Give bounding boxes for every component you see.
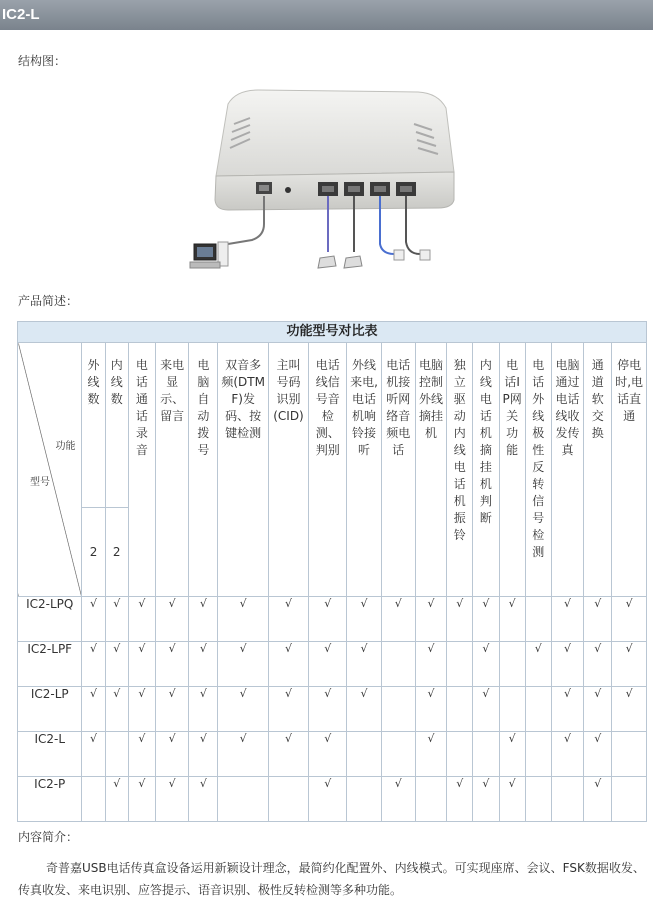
structure-label: 结构图： [18, 54, 67, 68]
feature-check-cell: √ [381, 777, 415, 822]
column-header [347, 343, 381, 597]
column-header-label: 电话线信号音检测、判别 [315, 358, 340, 457]
feature-check-cell [381, 732, 415, 777]
column-header-label: 双音多频(DTMF)发码、按键检测 [221, 358, 265, 440]
feature-check-cell: √ [347, 687, 381, 732]
column-header [415, 343, 446, 597]
column-header [105, 343, 128, 508]
column-header-label: 独立驱动内线电话机振铃 [453, 358, 466, 542]
column-header [82, 343, 105, 508]
column-header-label: 外线数 [87, 358, 100, 406]
feature-check-cell: √ [584, 777, 612, 822]
feature-check-cell: √ [128, 732, 155, 777]
feature-check-cell: √ [156, 732, 189, 777]
column-header [189, 343, 218, 597]
feature-check-cell: √ [128, 687, 155, 732]
feature-check-cell: √ [309, 597, 347, 642]
feature-check-cell [268, 777, 308, 822]
feature-check-cell [447, 687, 473, 732]
feature-check-cell: √ [156, 642, 189, 687]
feature-check-cell: √ [189, 732, 218, 777]
column-header [309, 343, 347, 597]
feature-check-cell: √ [473, 597, 499, 642]
table-row [18, 777, 647, 822]
feature-check-cell: √ [268, 732, 308, 777]
feature-check-cell [499, 687, 525, 732]
table-row [18, 597, 647, 642]
feature-check-cell: √ [415, 732, 446, 777]
feature-check-cell: √ [105, 777, 128, 822]
feature-check-cell: √ [156, 777, 189, 822]
feature-check-cell: √ [105, 687, 128, 732]
feature-check-cell: √ [612, 597, 647, 642]
feature-check-cell [347, 732, 381, 777]
feature-check-cell: √ [551, 687, 583, 732]
feature-check-cell: √ [447, 597, 473, 642]
feature-check-cell [82, 777, 105, 822]
column-header [381, 343, 415, 597]
column-header-label: 电话外线极性反转信号检测 [532, 358, 545, 559]
feature-check-cell [612, 732, 647, 777]
page-title: IC2-L [0, 0, 653, 30]
description-label: 产品简述： [18, 294, 79, 308]
column-header-label: 来电显示、留言 [160, 358, 185, 423]
corner-function-label: 功能 [55, 441, 76, 452]
feature-check-cell [218, 777, 268, 822]
column-header-label: 内线电话机摘挂机判断 [479, 358, 492, 525]
intro-text: 奇普嘉USB电话传真盒设备运用新颖设计理念，最简约化配置外、内线模式。可实现座席、会议、FSK数据收发、传真收发、来电识别、应答提示、语音识别、极性反转检测等多种功能。 [18, 861, 645, 897]
feature-check-cell [499, 642, 525, 687]
column-header-label: 电话通话录音 [135, 358, 148, 457]
feature-check-cell: √ [309, 642, 347, 687]
feature-check-cell: √ [473, 777, 499, 822]
feature-check-cell: √ [499, 777, 525, 822]
feature-check-cell: √ [525, 642, 551, 687]
feature-check-cell [525, 597, 551, 642]
table-corner-header [18, 343, 82, 597]
feature-check-cell [612, 777, 647, 822]
column-header-label: 电脑通过电话线收发传真 [555, 358, 580, 457]
feature-check-cell: √ [82, 732, 105, 777]
column-header-label: 停电时,电话直通 [615, 358, 644, 423]
column-header [128, 343, 155, 597]
line-count-cell: 2 [82, 508, 105, 597]
model-name: IC2-LPF [18, 642, 82, 687]
feature-check-cell: √ [612, 642, 647, 687]
feature-check-cell [447, 642, 473, 687]
feature-check-cell: √ [499, 732, 525, 777]
feature-check-cell: √ [584, 597, 612, 642]
feature-check-cell: √ [584, 642, 612, 687]
column-header [499, 343, 525, 597]
comparison-table [17, 321, 647, 822]
table-row [18, 642, 647, 687]
feature-check-cell: √ [156, 687, 189, 732]
feature-check-cell: √ [128, 597, 155, 642]
table-caption: 功能型号对比表 [18, 322, 647, 343]
feature-check-cell: √ [551, 642, 583, 687]
feature-check-cell [347, 777, 381, 822]
feature-check-cell: √ [499, 597, 525, 642]
feature-check-cell: √ [268, 687, 308, 732]
feature-check-cell [381, 642, 415, 687]
feature-check-cell: √ [309, 777, 347, 822]
feature-check-cell: √ [189, 642, 218, 687]
feature-check-cell: √ [82, 597, 105, 642]
feature-check-cell: √ [347, 642, 381, 687]
feature-check-cell: √ [189, 777, 218, 822]
feature-check-cell [525, 732, 551, 777]
feature-check-cell: √ [218, 597, 268, 642]
column-header [612, 343, 647, 597]
column-header [218, 343, 268, 597]
feature-check-cell [551, 777, 583, 822]
feature-check-cell [473, 732, 499, 777]
table-row [18, 687, 647, 732]
feature-check-cell: √ [105, 642, 128, 687]
feature-check-cell: √ [82, 642, 105, 687]
feature-check-cell [415, 777, 446, 822]
feature-check-cell: √ [156, 597, 189, 642]
column-header-label: 电脑控制外线摘挂机 [419, 358, 444, 440]
feature-check-cell: √ [268, 642, 308, 687]
column-header [268, 343, 308, 597]
feature-check-cell: √ [309, 687, 347, 732]
column-header [525, 343, 551, 597]
column-header [447, 343, 473, 597]
feature-check-cell: √ [82, 687, 105, 732]
feature-check-cell: √ [309, 732, 347, 777]
table-row [18, 732, 647, 777]
feature-check-cell: √ [218, 732, 268, 777]
feature-check-cell: √ [347, 597, 381, 642]
feature-check-cell: √ [128, 642, 155, 687]
model-name: IC2-P [18, 777, 82, 822]
column-header [473, 343, 499, 597]
column-header-label: 通道软交换 [591, 358, 604, 440]
feature-check-cell: √ [268, 597, 308, 642]
model-name: IC2-L [18, 732, 82, 777]
column-header-label: 电话IP网关功能 [502, 358, 522, 457]
feature-check-cell: √ [415, 687, 446, 732]
feature-check-cell: √ [551, 597, 583, 642]
feature-check-cell [447, 732, 473, 777]
feature-check-cell: √ [218, 687, 268, 732]
feature-check-cell: √ [473, 642, 499, 687]
model-name: IC2-LPQ [18, 597, 82, 642]
feature-check-cell [525, 687, 551, 732]
column-header [156, 343, 189, 597]
feature-check-cell: √ [415, 642, 446, 687]
feature-check-cell [525, 777, 551, 822]
feature-check-cell: √ [447, 777, 473, 822]
feature-check-cell: √ [381, 597, 415, 642]
device-structure-image [188, 84, 468, 279]
feature-check-cell: √ [473, 687, 499, 732]
feature-check-cell: √ [584, 732, 612, 777]
line-count-cell: 2 [105, 508, 128, 597]
feature-check-cell: √ [612, 687, 647, 732]
feature-check-cell: √ [189, 687, 218, 732]
column-header-label: 主叫号码识别(CID) [273, 358, 304, 423]
feature-check-cell: √ [584, 687, 612, 732]
column-header-label: 电脑自动拨号 [197, 358, 210, 457]
model-name: IC2-LP [18, 687, 82, 732]
intro-label: 内容简介： [18, 830, 79, 844]
feature-check-cell: √ [128, 777, 155, 822]
column-header-label: 电话机接听网络音频电话 [386, 358, 411, 457]
feature-check-cell: √ [189, 597, 218, 642]
column-header [584, 343, 612, 597]
corner-model-label: 型号 [30, 477, 50, 488]
feature-check-cell [381, 687, 415, 732]
feature-check-cell: √ [551, 732, 583, 777]
feature-check-cell: √ [218, 642, 268, 687]
column-header [551, 343, 583, 597]
feature-check-cell: √ [415, 597, 446, 642]
column-header-label: 外线来电,电话机响铃接听 [350, 358, 378, 457]
column-header-label: 内线数 [110, 358, 123, 406]
feature-check-cell [105, 732, 128, 777]
feature-check-cell: √ [105, 597, 128, 642]
